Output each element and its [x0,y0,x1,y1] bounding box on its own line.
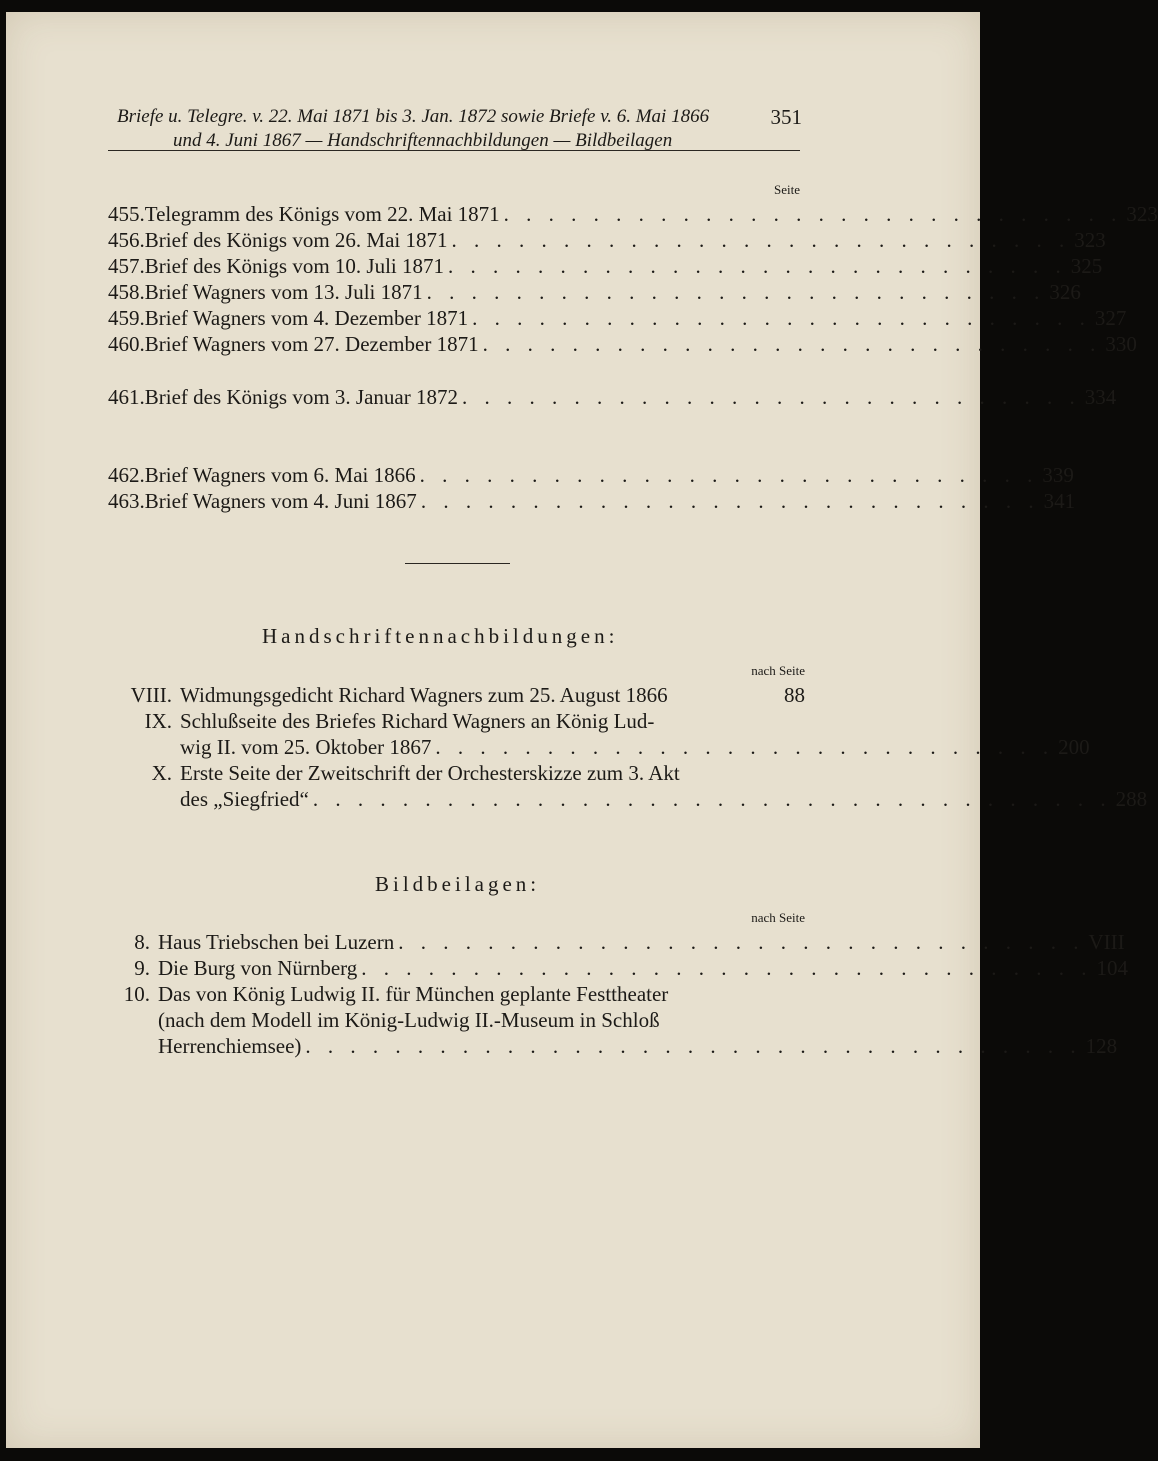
entry-number: X. [151,761,172,785]
entry-title: Brief des Königs vom 10. Juli 1871 [144,254,444,278]
entry-page: 323 [1074,228,1106,252]
entry-title-line: wig II. vom 25. Oktober 1867 [180,735,432,759]
entry-number: 463. [108,489,145,513]
leader-dots: . . . . . . . . . . . . . . . . . . . . . . . . . . . . . . . . . . . . [312,787,1112,811]
entry-page: 341 [1043,489,1076,513]
entry-number: 461. [108,385,145,409]
entry-number: 456. [108,228,145,252]
entry-number: 457. [108,254,145,278]
toc-entry [180,734,1090,760]
entry-page: 288 [1115,787,1148,811]
entry-page: 200 [1058,735,1090,759]
leader-dots: . . . . . . . . . . . . . . . . . . . . . . . . . . . . [472,306,1091,330]
leader-dots: . . . . . . . . . . . . . . . . . . . . . . . . . . . . . . . . . . . [305,1034,1082,1058]
leader-dots: . . . . . . . . . . . . . . . . . . . . . . . . . . . . [426,280,1046,304]
toc-entry [108,305,1127,331]
entry-title: Brief des Königs vom 26. Mai 1871 [144,228,448,252]
entry-title: Telegramm des Königs vom 22. Mai 1871 [144,202,500,226]
leader-dots: . . . . . . . . . . . . . . . . . . . . . . . . . . . . [461,385,1081,409]
entry-title: Brief Wagners vom 4. Juni 1867 [144,489,417,513]
section-divider [405,563,510,564]
toc-entry [158,1033,1118,1059]
entry-title: Brief des Königs vom 3. Januar 1872 [144,385,458,409]
leader-dots: . . . . . . . . . . . . . . . . . . . . . . . . . . . . [503,202,1123,226]
entry-title: Brief Wagners vom 13. Juli 1871 [144,280,423,304]
entry-page: 327 [1094,306,1127,330]
leader-dots: . . . . . . . . . . . . . . . . . . . . . . . . . . . . . . . [398,930,1085,954]
toc-entry [158,955,1129,981]
header-rule [108,150,800,151]
entry-number: 459. [108,306,145,330]
leader-dots: . . . . . . . . . . . . . . . . . . . . . . . . . . . . [419,463,1039,487]
header-line-1: Briefe u. Telegre. v. 22. Mai 1871 bis 3. Jan. 1872 sowie Briefe v. 6. Mai 1866 [117,106,710,127]
toc-entry [180,682,805,708]
toc-entry [108,384,1117,410]
toc-entry [108,488,1076,514]
entry-page: 128 [1085,1034,1118,1058]
entry-title: Brief Wagners vom 27. Dezember 1871 [144,332,479,356]
entry-number: IX. [144,709,172,733]
toc-entry [158,929,1125,955]
entry-page: 88 [784,683,805,707]
leader-dots: . . . . . . . . . . . . . . . . . . . . . . . . . . . . [420,489,1040,513]
entry-page: 104 [1096,956,1129,980]
toc-entry [108,279,1081,305]
entry-number: 460. [108,332,145,356]
bildbeilagen-column-label: nach Seite [751,910,805,925]
handschriften-column-label: nach Seite [751,663,805,678]
entry-page: VIII [1088,930,1125,954]
entry-title: Die Burg von Nürnberg [158,956,358,980]
entry-number: 10. [123,982,150,1006]
entry-number: VIII. [130,683,172,707]
entry-title: Brief Wagners vom 4. Dezember 1871 [144,306,469,330]
entry-number: 458. [108,280,145,304]
entry-number: 9. [134,956,150,980]
entry-page: 339 [1042,463,1074,487]
entry-title-line: des „Siegfried“ [180,787,309,811]
entry-number: 8. [134,930,150,954]
leader-dots: . . . . . . . . . . . . . . . . . . . . . . . . . . . . [451,228,1071,252]
entry-title-line: Schlußseite des Briefes Richard Wagners an König Lud- [180,709,655,733]
letters-column-label: Seite [774,182,800,197]
entry-title-line: Herrenchiemsee) [158,1034,302,1058]
entry-title: Haus Triebschen bei Luzern [158,930,395,954]
entry-page: 323 [1126,202,1158,226]
section-heading-bildbeilagen: Bildbeilagen: [375,872,541,896]
entry-title: Brief Wagners vom 6. Mai 1866 [144,463,416,487]
page-number: 351 [770,105,802,129]
entry-page: 326 [1049,280,1081,304]
entry-page: 330 [1105,332,1137,356]
leader-dots: . . . . . . . . . . . . . . . . . . . . . . . . . . . . [482,332,1102,356]
entry-title-line: Erste Seite der Zweitschrift der Orchesterskizze zum 3. Akt [180,761,680,785]
leader-dots: . . . . . . . . . . . . . . . . . . . . . . . . . . . . [435,735,1055,759]
entry-number: 455. [108,202,145,226]
toc-entry [108,227,1106,253]
entry-page: 334 [1084,385,1117,409]
toc-entry [108,462,1074,488]
toc-entry [108,201,1158,227]
toc-entry [108,253,1103,279]
leader-dots: . . . . . . . . . . . . . . . . . . . . . . . . . . . . [448,254,1067,278]
entry-title-line: (nach dem Modell im König-Ludwig II.-Museum in Schloß [158,1008,660,1032]
leader-dots: . . . . . . . . . . . . . . . . . . . . . . . . . . . . . . . . . [361,956,1093,980]
entry-number: 462. [108,463,145,487]
header-line-2: und 4. Juni 1867 — Handschriftennachbildungen — Bildbeilagen [173,130,673,151]
toc-entry [180,786,1148,812]
entry-title: Widmungsgedicht Richard Wagners zum 25. August 1866 [180,683,668,707]
entry-page: 325 [1070,254,1103,278]
entry-title-line: Das von König Ludwig II. für München geplante Festtheater [158,982,669,1006]
section-heading-handschriften: Handschriftennachbildungen: [262,624,619,648]
toc-entry [108,331,1137,357]
